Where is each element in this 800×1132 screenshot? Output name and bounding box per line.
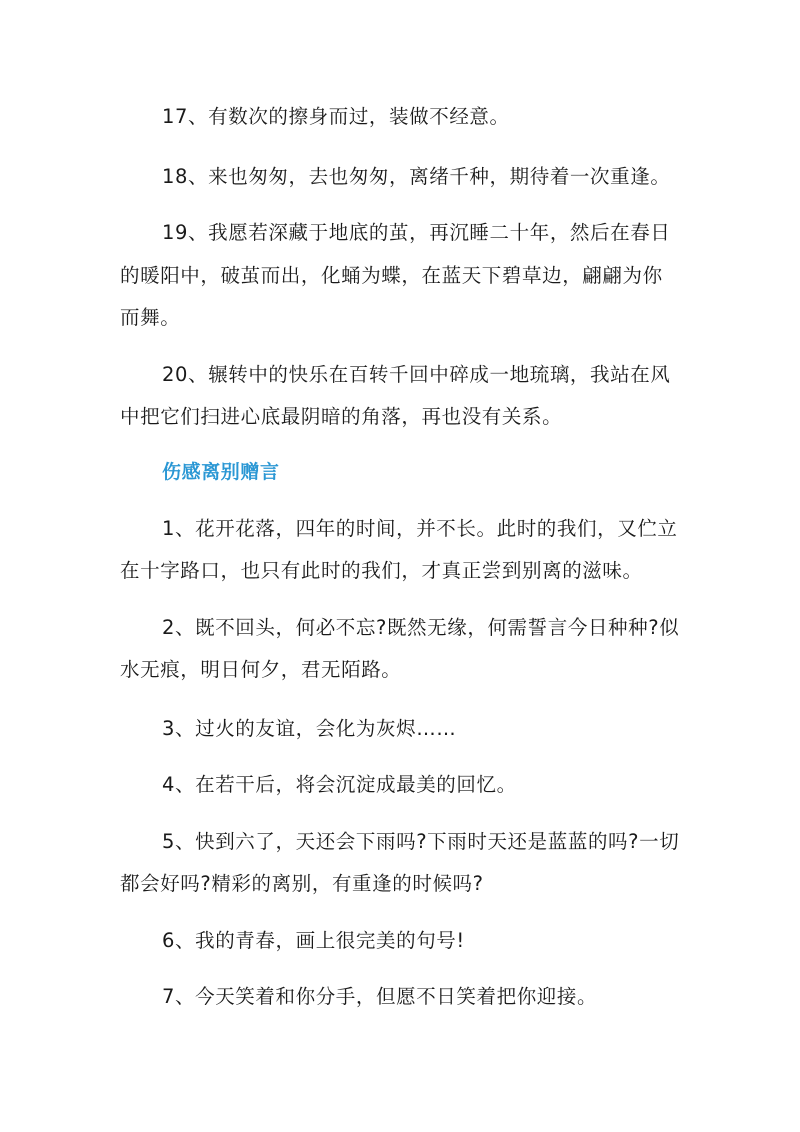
paragraph-19-line1: 19、我愿若深藏于地底的茧，再沉睡二十年，然后在春日: [162, 221, 671, 244]
farewell-1-line1: 1、花开花落，四年的时间，并不长。此时的我们，又伫立: [162, 517, 678, 540]
farewell-3: 3、过火的友谊，会化为灰烬……: [162, 717, 457, 740]
farewell-2-line2: 水无痕，明日何夕，君无陌路。: [120, 658, 402, 681]
section-heading: 伤感离别赠言: [162, 461, 280, 483]
farewell-5-line2: 都会好吗?精彩的离别，有重逢的时候吗?: [120, 872, 484, 895]
farewell-5-line1: 5、快到六了，天还会下雨吗?下雨时天还是蓝蓝的吗?一切: [162, 830, 680, 853]
paragraph-19-line2: 的暖阳中，破茧而出，化蛹为蝶，在蓝天下碧草边，翩翩为你: [120, 264, 663, 287]
paragraph-18: 18、来也匆匆，去也匆匆，离绪千种，期待着一次重逢。: [162, 165, 671, 188]
farewell-7: 7、今天笑着和你分手，但愿不日笑着把你迎接。: [162, 985, 598, 1008]
paragraph-19-line3: 而舞。: [120, 306, 181, 329]
paragraph-17: 17、有数次的擦身而过，装做不经意。: [162, 105, 510, 128]
farewell-2-line1: 2、既不回头，何必不忘?既然无缘，何需誓言今日种种?似: [162, 616, 680, 639]
paragraph-20-line1: 20、辗转中的快乐在百转千回中碎成一地琉璃，我站在风: [162, 363, 671, 386]
paragraph-20-line2: 中把它们扫进心底最阴暗的角落，再也没有关系。: [120, 405, 563, 428]
farewell-6: 6、我的青春，画上很完美的句号!: [162, 929, 465, 952]
farewell-4: 4、在若干后，将会沉淀成最美的回忆。: [162, 773, 517, 796]
farewell-1-line2: 在十字路口，也只有此时的我们，才真正尝到别离的滋味。: [120, 559, 643, 582]
